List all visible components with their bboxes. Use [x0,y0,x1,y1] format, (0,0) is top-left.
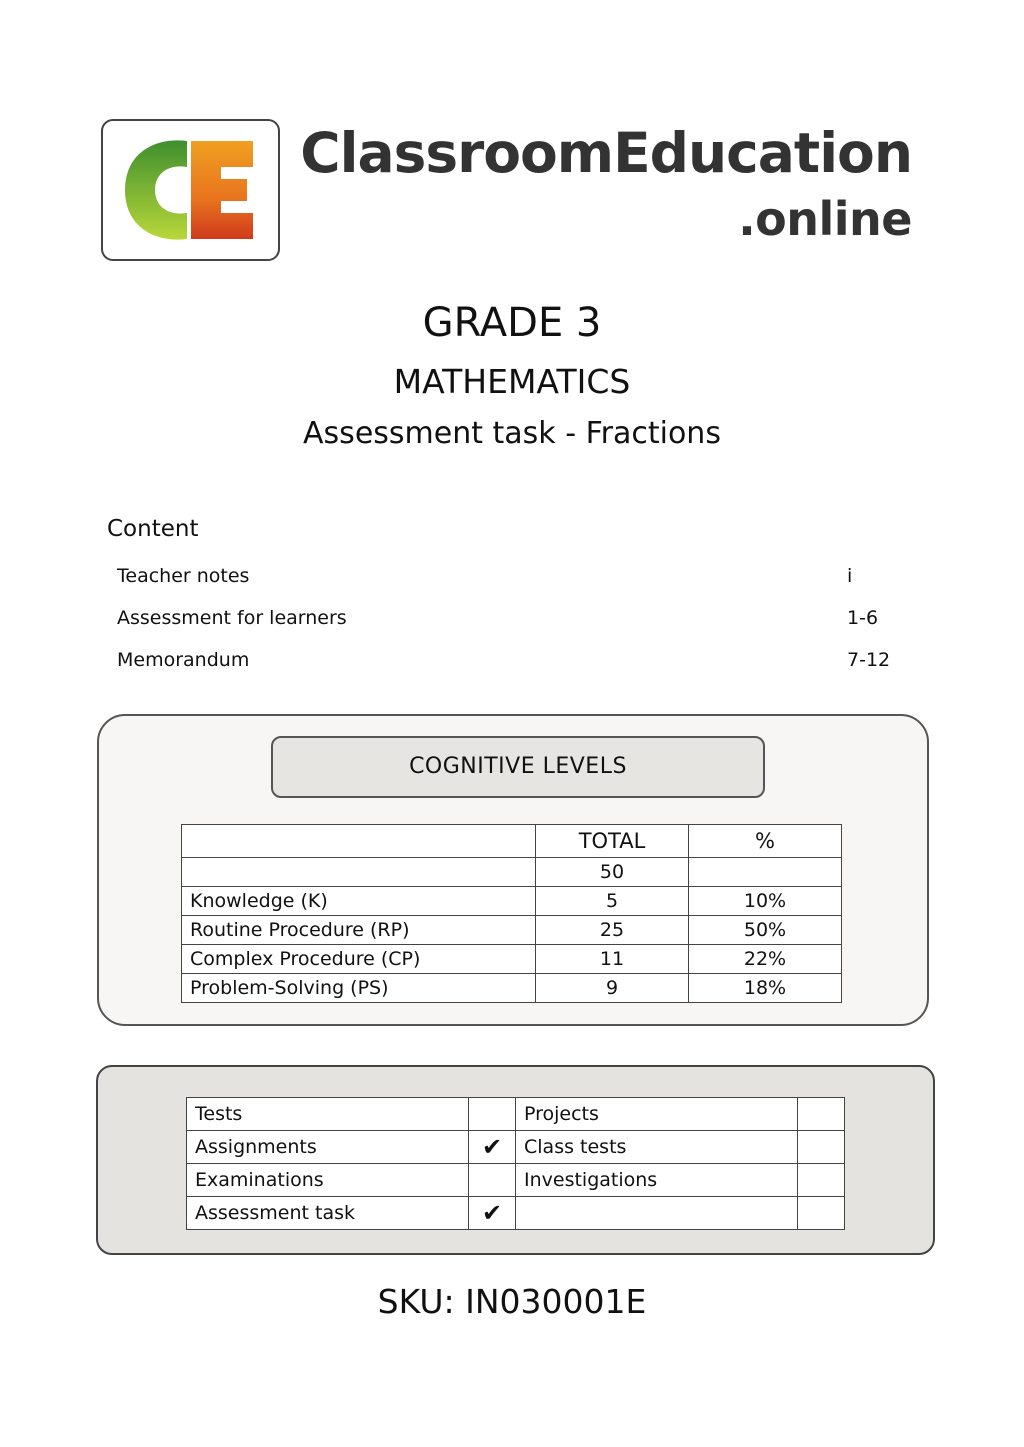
toc-item [117,644,897,686]
check-cell [469,1164,516,1197]
level-total: 25 [536,916,689,945]
toc-item-page: i [847,565,853,587]
table-row [187,1164,845,1197]
table-row [187,1098,845,1131]
form-label: Investigations [516,1164,798,1197]
check-cell [798,1197,845,1230]
table-row [182,945,842,974]
form-label [516,1197,798,1230]
check-cell [469,1098,516,1131]
toc-item-label: Assessment for learners [117,607,347,629]
level-name: Knowledge (K) [182,887,536,916]
grand-total-row [182,858,842,887]
form-label: Examinations [187,1164,469,1197]
level-percent: 50% [689,916,842,945]
check-cell [798,1131,845,1164]
form-label: Projects [516,1098,798,1131]
check-cell [798,1098,845,1131]
level-name: Routine Procedure (RP) [182,916,536,945]
table-row [182,887,842,916]
check-mark-icon: ✔ [469,1197,516,1230]
level-total: 9 [536,974,689,1003]
table-cell [182,825,536,858]
table-cell [182,858,536,887]
brand-domain: .online [738,192,912,246]
check-mark-icon: ✔ [469,1131,516,1164]
table-row [182,916,842,945]
total-header: TOTAL [536,825,689,858]
brand-logo [101,119,280,261]
toc-item-page: 7-12 [847,649,891,671]
cognitive-levels-panel [97,714,929,1026]
form-label: Assignments [187,1131,469,1164]
level-percent: 22% [689,945,842,974]
level-name: Problem-Solving (PS) [182,974,536,1003]
cognitive-levels-title: COGNITIVE LEVELS [271,736,765,798]
toc-item [117,560,897,602]
percent-header: % [689,825,842,858]
form-label: Class tests [516,1131,798,1164]
contents-heading: Content [107,516,199,542]
assessment-forms-panel [96,1065,935,1255]
level-percent: 10% [689,887,842,916]
toc-item [117,602,897,644]
level-name: Complex Procedure (CP) [182,945,536,974]
toc-item-page: 1-6 [847,607,879,629]
table-row [187,1131,845,1164]
task-title: Assessment task - Fractions [303,416,721,451]
level-percent: 18% [689,974,842,1003]
table-row [182,974,842,1003]
cognitive-levels-table [181,824,842,1003]
table-cell [689,858,842,887]
level-total: 11 [536,945,689,974]
subject-title: MATHEMATICS [393,362,631,401]
toc-item-label: Memorandum [117,649,250,671]
form-label: Assessment task [187,1197,469,1230]
table-of-contents [117,560,897,686]
form-label: Tests [187,1098,469,1131]
toc-item-label: Teacher notes [117,565,250,587]
grade-title: GRADE 3 [422,300,602,346]
brand-name: ClassroomEducation [300,121,912,185]
assessment-forms-table [186,1097,845,1230]
grand-total: 50 [536,858,689,887]
sku-code: SKU: IN030001E [377,1282,647,1321]
level-total: 5 [536,887,689,916]
check-cell [798,1164,845,1197]
table-header-row [182,825,842,858]
ce-logo-icon [117,133,262,247]
table-row [187,1197,845,1230]
